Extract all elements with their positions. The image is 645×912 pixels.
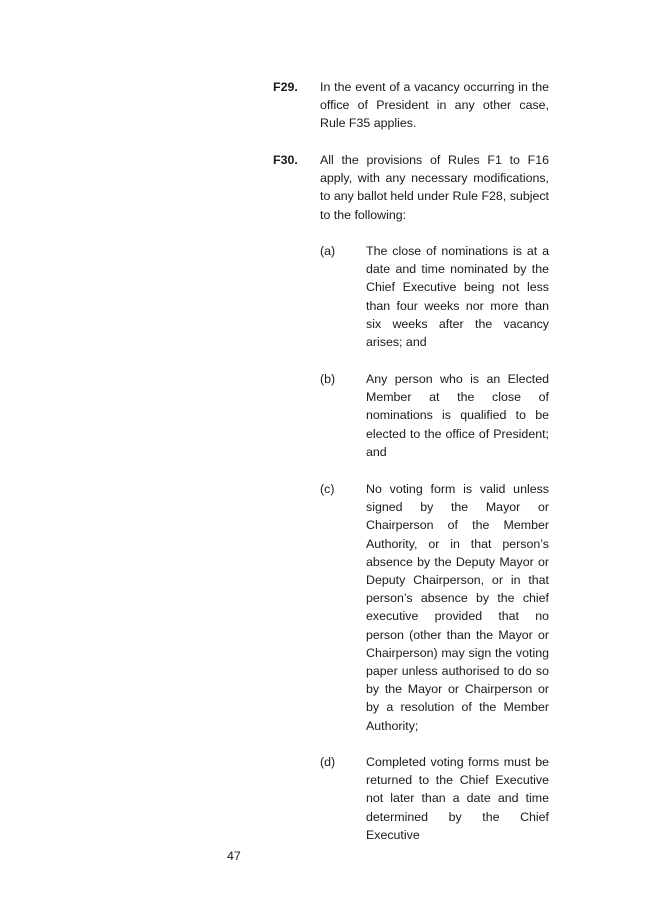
rule-number: F30. [273, 153, 298, 167]
clause-text: Completed voting forms must be returned to the Chief Executive not later than a date and time determined by the Chief Executive [366, 755, 549, 842]
clause-label: (b) [320, 372, 336, 386]
clause-label: (a) [320, 244, 336, 258]
rule-text: All the provisions of Rules F1 to F16 apply, with any necessary modifications, to any ballot held under Rule F28, subject to the following: [320, 153, 549, 222]
clause-text: Any person who is an Elected Member at the close of nominations is qualified to be elected to the office of President; and [366, 372, 549, 459]
page-number: 47 [227, 849, 241, 863]
clause-text: No voting form is valid unless signed by the Mayor or Chairperson of the Member Authority, or in that person’s absence by the Deputy Mayor or Deputy Chairperson, or in that person’s absence by the chief executive provided that no person (other than the Mayor or Chairperson) may sign the voting paper unless authorised to do so by the Mayor or Chairperson or by a resolution of the Member Authority; [366, 482, 549, 733]
rule-number: F29. [273, 80, 298, 94]
clause-label: (d) [320, 755, 336, 769]
clause-text: The close of nominations is at a date and time nominated by the Chief Executive being not less than four weeks nor more than six weeks after the vacancy arises; and [366, 244, 549, 350]
rule-text: In the event of a vacancy occurring in the office of President in any other case, Rule F35 applies. [320, 80, 549, 131]
clause-label: (c) [320, 482, 335, 496]
